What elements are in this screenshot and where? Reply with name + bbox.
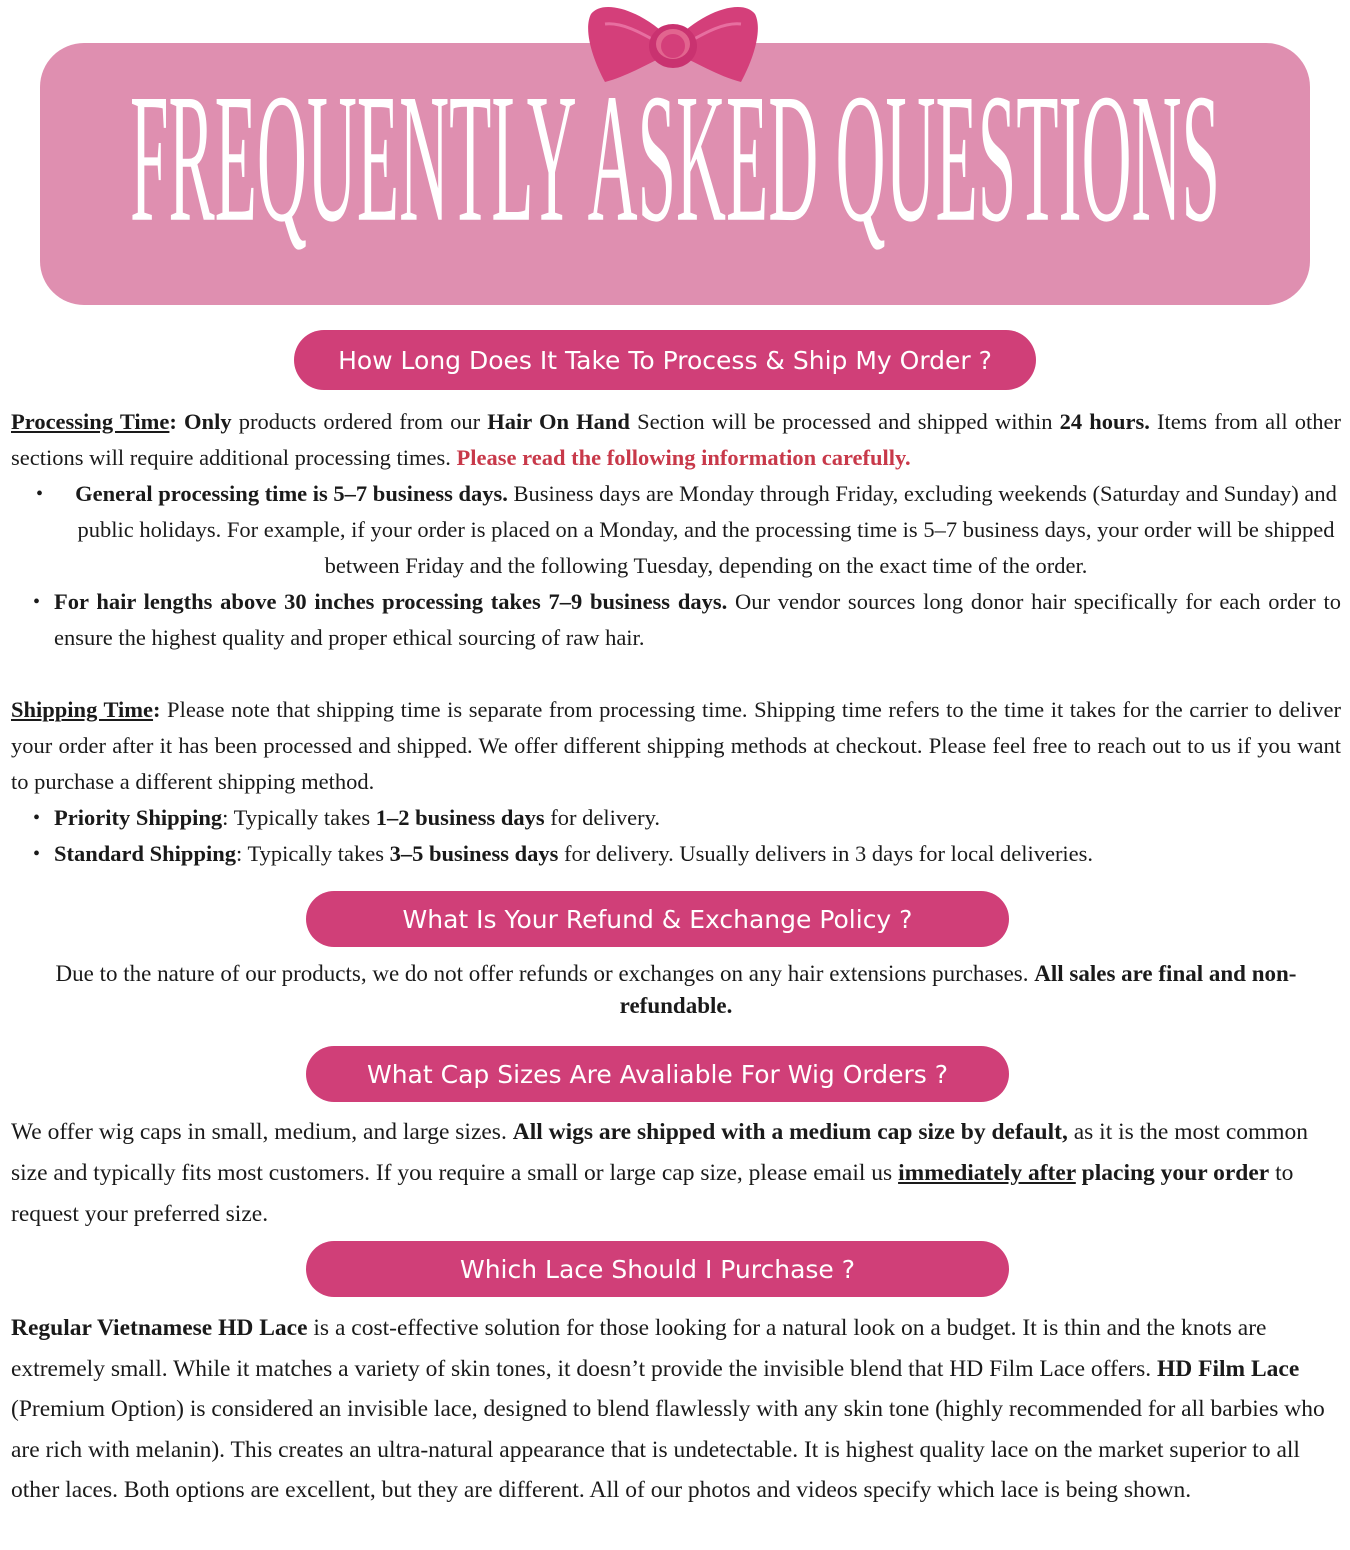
lace-paragraph	[11, 1308, 1341, 1511]
cap-sizes-paragraph	[11, 1112, 1341, 1235]
list-item	[11, 476, 1341, 584]
section-heading-cap-sizes	[306, 1046, 1009, 1102]
cap-text-3: to request your preferred size.	[11, 1160, 1294, 1227]
list-item	[11, 584, 1341, 656]
cap-underline: immediately after	[898, 1160, 1076, 1186]
section-heading-text: How Long Does It Take To Process & Ship My Order ?	[338, 345, 992, 375]
section-heading-lace	[306, 1241, 1009, 1297]
priority-text-2: for delivery.	[544, 805, 660, 830]
bullet-general-text: Business days are Monday through Friday, excluding weekends (Saturday and Sunday) and public holidays. For example, if your order is placed on a Monday, and the processing time is 5–7 business days, your order will be shipped between Friday and the following Tuesday, depending on the exact time of the order.	[77, 481, 1337, 578]
shipping-time-paragraph	[11, 692, 1341, 800]
bullet-long-text: Our vendor sources long donor hair specifically for each order to ensure the highest quality and proper ethical sourcing of raw hair.	[54, 589, 1341, 650]
processing-text-2: Section will be processed and shipped within	[629, 409, 1060, 434]
section-heading-shipping	[294, 330, 1036, 390]
bullet-general-bold: General processing time is 5–7 business days.	[75, 481, 508, 506]
standard-shipping-name: Standard Shipping	[54, 841, 236, 866]
list-item	[11, 800, 1341, 836]
standard-text-2: for delivery. Usually delivers in 3 days for local deliveries.	[558, 841, 1094, 866]
section-heading-text: What Cap Sizes Are Avaliable For Wig Orders ?	[366, 1059, 948, 1089]
processing-time-label: Processing Time	[11, 409, 170, 434]
standard-days: 3–5 business days	[389, 841, 559, 866]
processing-text-1: products ordered from our	[231, 409, 488, 434]
shipping-bullets	[11, 800, 1341, 872]
page-title-text: FREQUENTLY ASKED QUESTIONS	[129, 82, 1220, 261]
cap-text-2: as it is the most common size and typically fits most customers. If you require a small or large cap size, please email us	[11, 1119, 1309, 1186]
priority-shipping-name: Priority Shipping	[54, 805, 223, 830]
refund-bold: All sales are final and non-refundable.	[619, 961, 1297, 1018]
processing-alert: Please read the following information carefully.	[456, 445, 911, 470]
list-item	[11, 836, 1341, 872]
lace-text-2: (Premium Option) is considered an invisible lace, designed to blend flawlessly with any skin tone (highly recommended for all barbies who are rich with melanin). This creates an ultra-natural appearance that is undetectable. It is highest quality lace on the market superior to all other laces. Both options are excellent, but they are different. All of our photos and videos specify which lace is being shown.	[11, 1396, 1325, 1503]
shipping-time-text: Please note that shipping time is separate from processing time. Shipping time refers to the time it takes for the carrier to deliver your order after it has been processed and shipped. We offer different shipping methods at checkout. Please feel free to reach out to us if you want to purchase a different shipping method.	[11, 697, 1341, 794]
section-heading-text: Which Lace Should I Purchase ?	[459, 1254, 856, 1284]
processing-only: Only	[176, 409, 232, 434]
processing-hours: 24 hours.	[1059, 409, 1150, 434]
cap-bold-2: placing your order	[1075, 1160, 1270, 1186]
bullet-dot: •	[36, 483, 44, 505]
bullet-long-bold: For hair lengths above 30 inches processing takes 7–9 business days.	[54, 589, 728, 614]
processing-colon: :	[169, 409, 177, 434]
lace-bold-2: HD Film Lace	[1157, 1355, 1300, 1382]
section-heading-refund	[306, 891, 1009, 947]
lace-text-1: is a cost-effective solution for those looking for a natural look on a budget. It is thin and the knots are extremely small. While it matches a variety of skin tones, it doesn’t provide the invisible blend that HD Film Lace offers.	[11, 1315, 1267, 1382]
processing-bullets	[11, 476, 1341, 656]
hair-on-hand-label: Hair On Hand	[487, 409, 630, 434]
refund-text: Due to the nature of our products, we do not offer refunds or exchanges on any hair extensions purchases.	[55, 961, 1035, 986]
cap-text-1: We offer wig caps in small, medium, and large sizes.	[11, 1119, 513, 1145]
page-title	[40, 82, 1310, 272]
section-heading-text: What Is Your Refund & Exchange Policy ?	[402, 904, 913, 934]
cap-bold-1: All wigs are shipped with a medium cap size by default,	[512, 1119, 1068, 1145]
priority-days: 1–2 business days	[375, 805, 545, 830]
standard-text-1: : Typically takes	[235, 841, 390, 866]
priority-text-1: : Typically takes	[222, 805, 376, 830]
shipping-time-label: Shipping Time	[11, 697, 154, 722]
processing-text-3: Items from all other sections will require additional processing times.	[11, 409, 1341, 470]
shipping-colon: :	[153, 697, 161, 722]
refund-paragraph	[11, 958, 1341, 1022]
lace-bold-1: Regular Vietnamese HD Lace	[11, 1315, 308, 1341]
processing-time-paragraph	[11, 404, 1341, 476]
bow-icon	[583, 0, 763, 100]
